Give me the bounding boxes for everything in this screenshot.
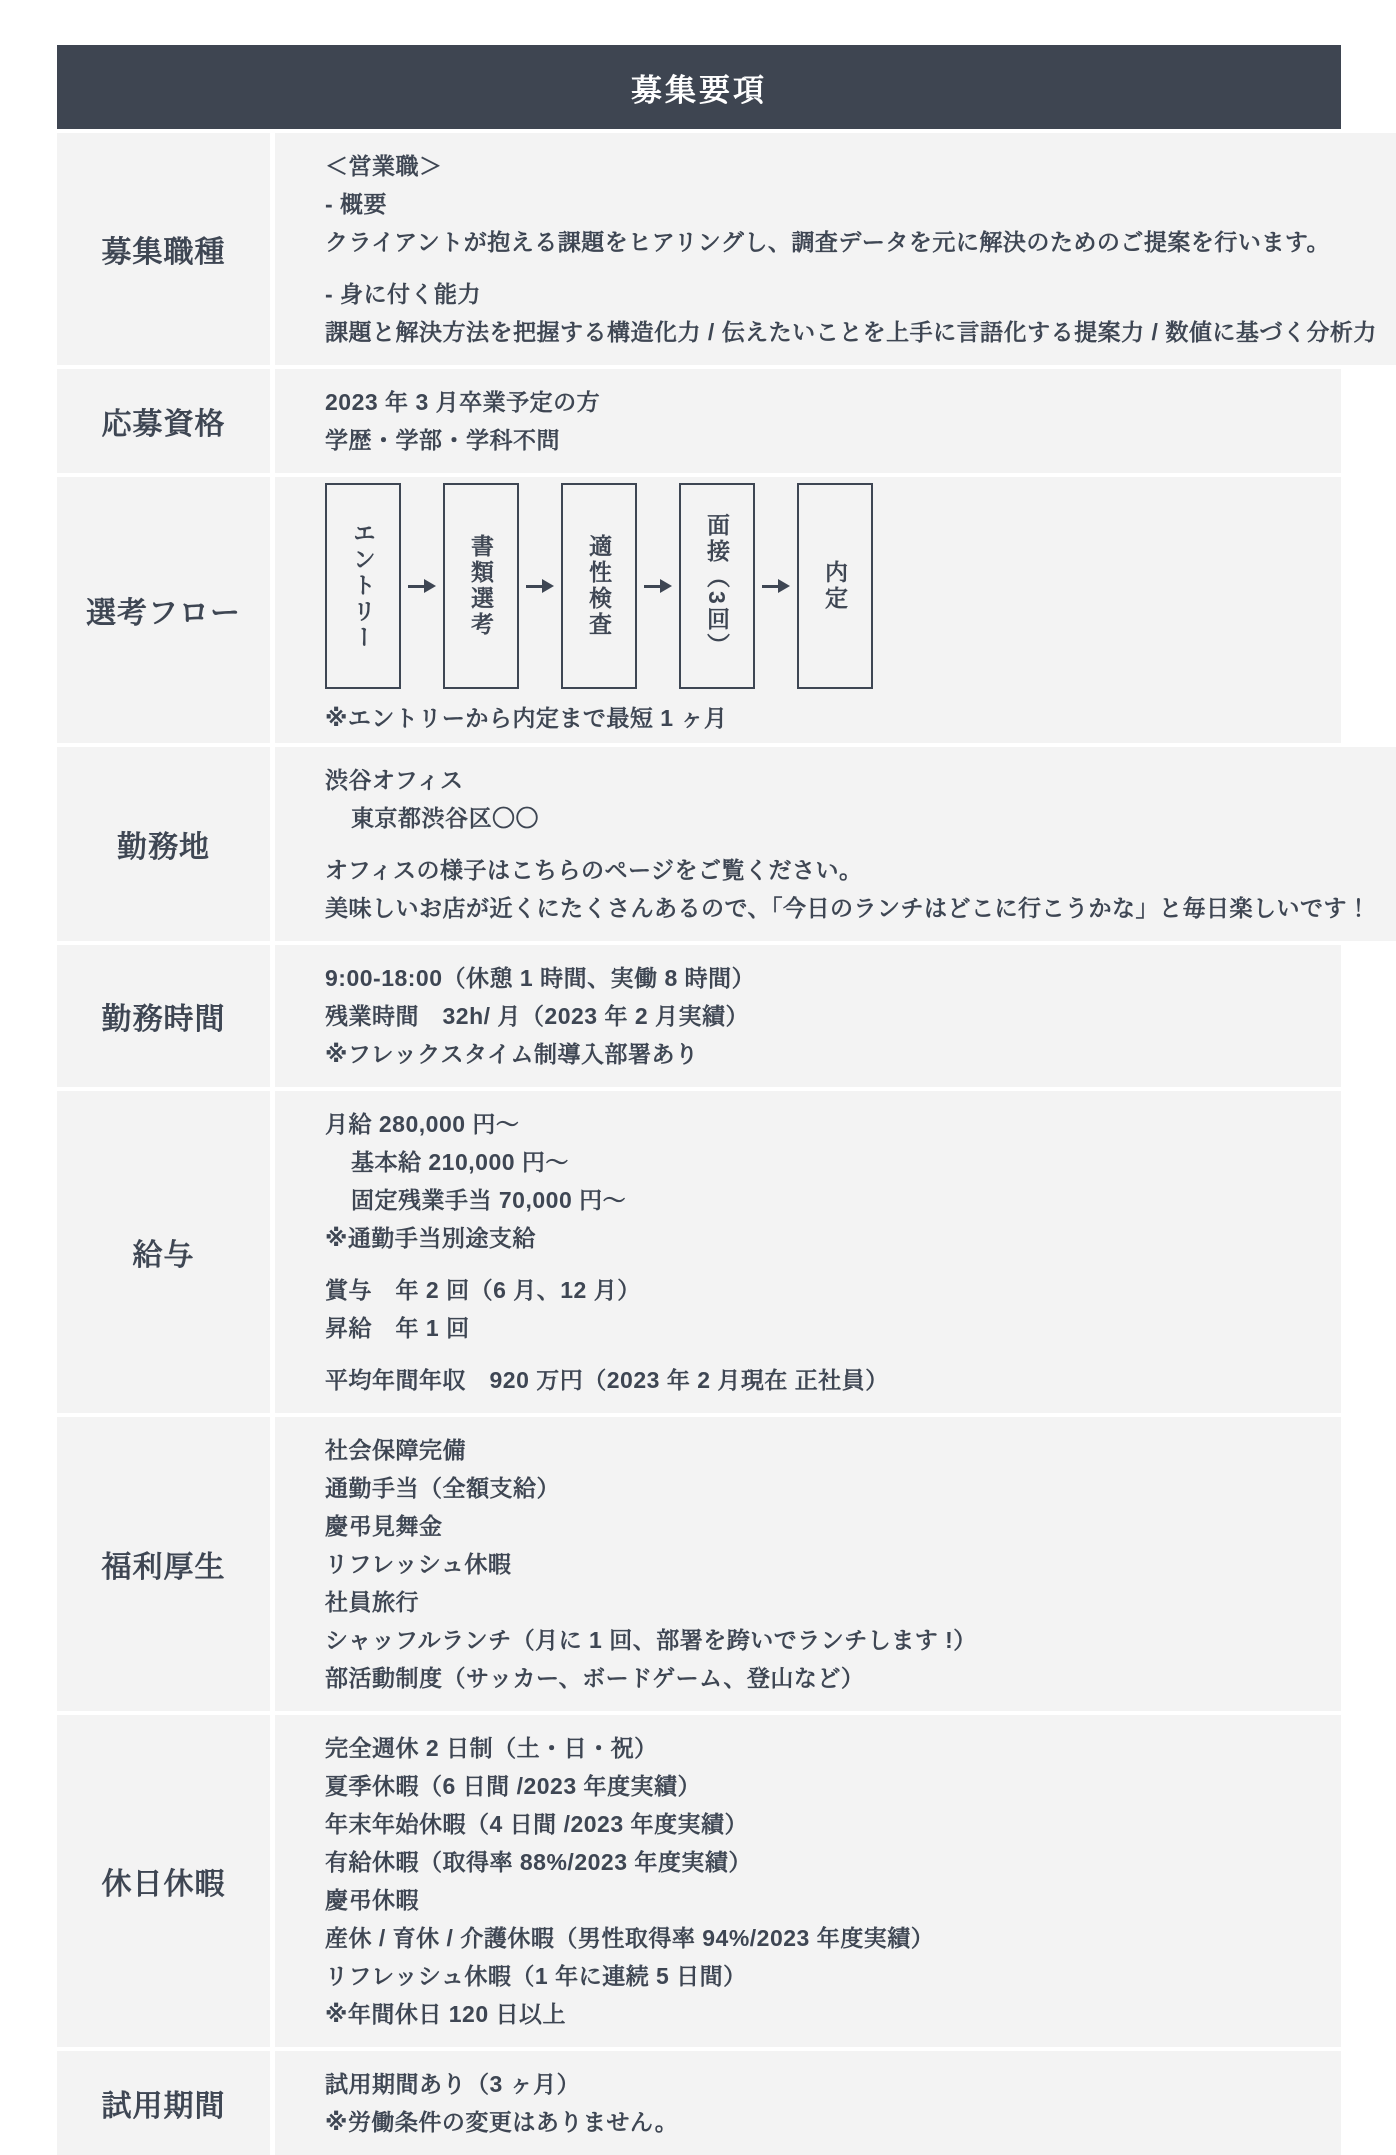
text-line: 年末年始休暇（4 日間 /2023 年度実績） xyxy=(325,1811,749,1837)
text-line: オフィスの様子はこちらのページをご覧ください。 xyxy=(325,857,863,883)
flow-step-interview: 面接（3回） xyxy=(679,483,755,689)
row-content-benefits xyxy=(275,1417,1341,1711)
text-line: 社員旅行 xyxy=(325,1589,419,1615)
text-line: 基本給 210,000 円～ xyxy=(351,1149,569,1175)
text-line: 賞与 年 2 回（6 月、12 月） xyxy=(325,1277,641,1303)
row-label-holidays: 休日休暇 xyxy=(57,1715,270,2047)
arrow-right-icon xyxy=(762,579,790,593)
flow-step-offer: 内定 xyxy=(797,483,873,689)
row-content-qualifications xyxy=(275,369,1341,473)
text-line: 試用期間あり（3 ヶ月） xyxy=(325,2071,581,2097)
row-content-salary xyxy=(275,1091,1341,1413)
row-content-work-hours xyxy=(275,945,1341,1087)
arrow-right-icon xyxy=(526,579,554,593)
row-label-work-hours: 勤務時間 xyxy=(57,945,270,1087)
text-line: 部活動制度（サッカー、ボードゲーム、登山など） xyxy=(325,1665,865,1691)
row-content-holidays xyxy=(275,1715,1341,2047)
row-content-job-type xyxy=(275,133,1396,365)
text-line: 昇給 年 1 回 xyxy=(325,1315,470,1341)
text-line: 東京都渋谷区〇〇 xyxy=(351,805,539,831)
table-row xyxy=(57,1417,1341,1711)
table-row xyxy=(57,2051,1341,2155)
flow-step-entry: エントリー xyxy=(325,483,401,689)
text-line: ※フレックスタイム制導入部署あり xyxy=(325,1041,699,1067)
text-line: - 身に付く能力 xyxy=(325,281,482,307)
row-label-probation-period: 試用期間 xyxy=(57,2051,270,2155)
table-row xyxy=(57,1715,1341,2047)
text-line: 9:00-18:00（休憩 1 時間、実働 8 時間） xyxy=(325,965,756,991)
row-label-work-location: 勤務地 xyxy=(57,747,270,941)
text-line: ＜営業職＞ xyxy=(325,153,443,179)
text-line: リフレッシュ休暇（1 年に連続 5 日間） xyxy=(325,1963,747,1989)
text-line: クライアントが抱える課題をヒアリングし、調査データを元に解決のためのご提案を行います。 xyxy=(325,229,1330,255)
row-label-salary: 給与 xyxy=(57,1091,270,1413)
text-line: 学歴・学部・学科不問 xyxy=(325,427,560,453)
text-line: 慶弔休暇 xyxy=(325,1887,419,1913)
selection-flow-diagram xyxy=(325,483,1311,689)
flow-note: ※エントリーから内定まで最短 1 ヶ月 xyxy=(325,705,728,731)
text-line: 渋谷オフィス xyxy=(325,767,464,793)
page-title: 募集要項 xyxy=(631,72,767,108)
text-line: 有給休暇（取得率 88%/2023 年度実績） xyxy=(325,1849,752,1875)
row-content-work-location xyxy=(275,747,1396,941)
text-line: 課題と解決方法を把握する構造化力 / 伝えたいことを上手に言語化する提案力 / 数値に基づく分析力 xyxy=(325,319,1377,345)
table-row xyxy=(57,477,1341,743)
flow-step-aptitude-test: 適性検査 xyxy=(561,483,637,689)
arrow-right-icon xyxy=(644,579,672,593)
arrow-right-icon xyxy=(408,579,436,593)
text-line: 完全週休 2 日制（土・日・祝） xyxy=(325,1735,658,1761)
text-line: 2023 年 3 月卒業予定の方 xyxy=(325,389,601,415)
text-line: 残業時間 32h/ 月（2023 年 2 月実績） xyxy=(325,1003,750,1029)
table-row xyxy=(57,945,1341,1087)
flow-step-document-screening: 書類選考 xyxy=(443,483,519,689)
text-line: 夏季休暇（6 日間 /2023 年度実績） xyxy=(325,1773,702,1799)
text-line: ※労働条件の変更はありません。 xyxy=(325,2109,679,2135)
text-line: 固定残業手当 70,000 円～ xyxy=(351,1187,627,1213)
text-line: 月給 280,000 円～ xyxy=(325,1111,520,1137)
table-row xyxy=(57,369,1341,473)
text-line: シャッフルランチ（月に 1 回、部署を跨いでランチします !） xyxy=(325,1627,977,1653)
recruitment-table xyxy=(57,45,1377,2155)
text-line: 産休 / 育休 / 介護休暇（男性取得率 94%/2023 年度実績） xyxy=(325,1925,935,1951)
text-line: 平均年間年収 920 万円（2023 年 2 月現在 正社員） xyxy=(325,1367,889,1393)
text-line: 社会保障完備 xyxy=(325,1437,466,1463)
table-row xyxy=(57,1091,1341,1413)
text-line: 美味しいお店が近くにたくさんあるので、「今日のランチはどこに行こうかな」と毎日楽しいです！ xyxy=(325,895,1371,921)
table-row xyxy=(57,747,1371,941)
text-line: 通勤手当（全額支給） xyxy=(325,1475,560,1501)
row-content-probation-period xyxy=(275,2051,1341,2155)
text-line: リフレッシュ休暇 xyxy=(325,1551,512,1577)
row-label-benefits: 福利厚生 xyxy=(57,1417,270,1711)
text-line: ※年間休日 120 日以上 xyxy=(325,2001,567,2027)
row-content-selection-flow xyxy=(275,477,1341,743)
text-line: ※通勤手当別途支給 xyxy=(325,1225,536,1251)
text-line: - 概要 xyxy=(325,191,388,217)
table-header xyxy=(57,45,1341,129)
row-label-job-type: 募集職種 xyxy=(57,133,270,365)
table-row xyxy=(57,133,1377,365)
row-label-selection-flow: 選考フロー xyxy=(57,477,270,743)
text-line: 慶弔見舞金 xyxy=(325,1513,443,1539)
row-label-qualifications: 応募資格 xyxy=(57,369,270,473)
